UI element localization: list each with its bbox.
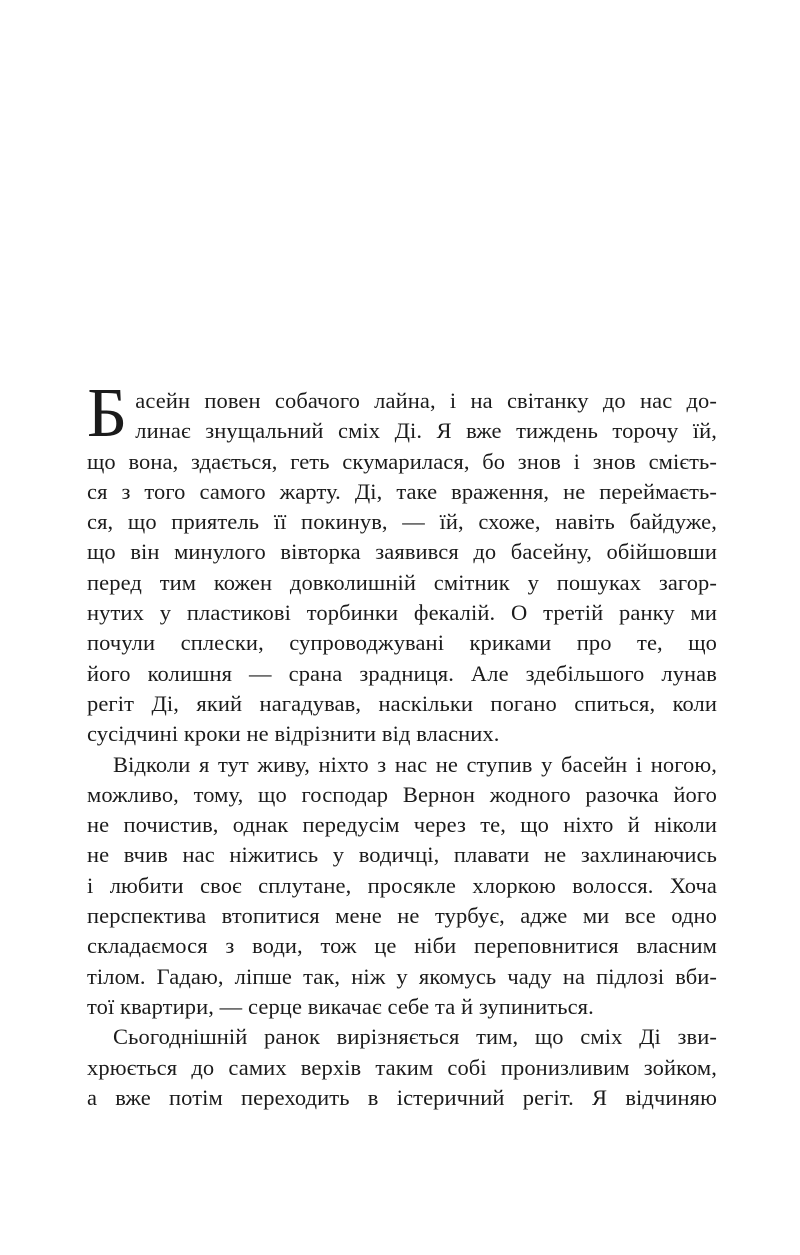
text-line: що він минулого вівторка заявився до басейну, обійшовши: [87, 539, 717, 565]
text-line: сусідчині кроки не відрізнити від власних.: [87, 721, 500, 747]
text-line: ся з того самого жарту. Ді, таке враження, не переймаєть-: [87, 478, 717, 504]
paragraph-3: [87, 1022, 717, 1113]
text-line: тої квартири, — серце викачає себе та й зупиниться.: [87, 993, 594, 1019]
text-line: нутих у пластикові торбинки фекалій. О третій ранку ми: [87, 600, 717, 626]
text-line: не вчив нас ніжитись у водичці, плавати не захлинаючись: [87, 842, 717, 868]
text-line: його колишня — срана зрадниця. Але здебільшого лунав: [87, 660, 717, 686]
text-line: і любити своє сплутане, просякле хлоркою волосся. Хоча: [87, 872, 717, 898]
text-line: перед тим кожен довколишній смітник у пошуках загор-: [87, 569, 717, 595]
text-line: Сьогоднішній ранок вирізняється тим, що сміх Ді зви-: [113, 1024, 717, 1050]
text-line: ся, що приятель її покинув, — їй, схоже, навіть байдуже,: [87, 509, 717, 535]
text-line: линає знущальний сміх Ді. Я вже тиждень торочу їй,: [135, 418, 717, 444]
text-line: а вже потім переходить в істеричний регіт. Я відчиняю: [87, 1084, 717, 1110]
text-line: можливо, тому, що господар Вернон жодного разочка його: [87, 781, 717, 807]
text-line: регіт Ді, який нагадував, наскільки погано спиться, коли: [87, 690, 717, 716]
text-line: що вона, здається, геть скумарилася, бо знов і знов смієть-: [87, 448, 717, 474]
text-line: почули сплески, супроводжувані криками про те, що: [87, 630, 717, 656]
text-line: складаємося з води, тож це ніби переповнитися власним: [87, 933, 717, 959]
text-line: не почистив, однак передусім через те, що ніхто й ніколи: [87, 812, 717, 838]
paragraph-1: [87, 375, 717, 750]
text-line: перспектива втопитися мене не турбує, адже ми все одно: [87, 903, 717, 929]
text-line: хрюється до самих верхів таким собі пронизливим зойком,: [87, 1054, 717, 1080]
text-line: тілом. Гадаю, ліпше так, ніж у якомусь чаду на підлозі вби-: [87, 963, 717, 989]
drop-cap: Б: [87, 375, 128, 452]
text-line: Відколи я тут живу, ніхто з нас не ступив у басейн і ногою,: [113, 751, 717, 777]
text-block: [87, 375, 717, 1113]
text-line: асейн повен собачого лайна, і на світанку до нас до-: [135, 388, 717, 413]
paragraph-2: [87, 750, 717, 1023]
